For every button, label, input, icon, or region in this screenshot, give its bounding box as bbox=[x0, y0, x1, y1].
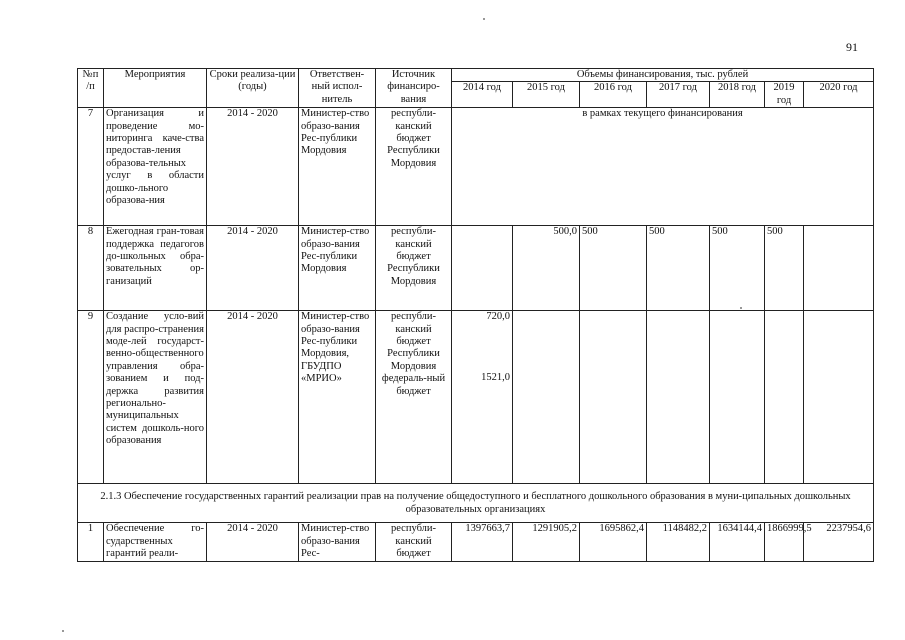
header-year-2019: 2019 год bbox=[765, 82, 804, 108]
row-source-regional: республи-канский бюджет Республики Мордовия bbox=[387, 311, 440, 372]
value-2019: 1866999,5 bbox=[765, 523, 804, 562]
header-row-1 bbox=[78, 69, 874, 82]
section-title: 2.1.3 Обеспечение государственных гарантий реализации прав на получение общедоступного и бесплатного дошкольного образования в муни-ципальных дошкольных образовательных организациях bbox=[78, 484, 874, 523]
value-2014: 1397663,7 bbox=[452, 523, 513, 562]
row-source: республи-канский бюджет Республики Мордовия bbox=[376, 226, 452, 311]
scan-speck bbox=[483, 18, 485, 20]
row-executor: Министер-ство образо-вания Рес-публики Мордовия, ГБУДПО «МРИО» bbox=[299, 311, 376, 484]
value-2015: 500,0 bbox=[513, 226, 580, 311]
header-period: Сроки реализа-ции (годы) bbox=[207, 69, 299, 108]
row-source: республи-канский бюджет bbox=[376, 523, 452, 562]
header-year-2020: 2020 год bbox=[804, 82, 874, 108]
header-year-2015: 2015 год bbox=[513, 82, 580, 108]
header-year-2017: 2017 год bbox=[647, 82, 710, 108]
value-2014-cell bbox=[452, 311, 513, 484]
row-funding-note: в рамках текущего финансирования bbox=[452, 108, 874, 226]
row-executor: Министер-ство образо-вания Рес-публики Мордовия bbox=[299, 226, 376, 311]
header-year-2016: 2016 год bbox=[580, 82, 647, 108]
value-2019: 500 bbox=[765, 226, 804, 311]
value-2015: 1291905,2 bbox=[513, 523, 580, 562]
row-period: 2014 - 2020 bbox=[207, 311, 299, 484]
row-executor: Министер-ство образо-вания Рес-публики Мордовия bbox=[299, 108, 376, 226]
table-row bbox=[78, 108, 874, 226]
value-2014-federal: 1521,0 bbox=[481, 371, 510, 383]
row-activity: Обеспечение го-сударственных гарантий реали- bbox=[104, 523, 207, 562]
value-2020 bbox=[804, 311, 874, 484]
value-2017: 1148482,2 bbox=[647, 523, 710, 562]
header-year-2018: 2018 год bbox=[710, 82, 765, 108]
value-2019 bbox=[765, 311, 804, 484]
row-activity: Создание усло-вий для распро-странения моде-лей государст-венно-общественного управления обра-зованием и под-держка развития регионально-муниципальных систем дошколь-ного образования bbox=[104, 311, 207, 484]
row-period: 2014 - 2020 bbox=[207, 226, 299, 311]
value-2016: 500 bbox=[580, 226, 647, 311]
table-row bbox=[78, 311, 874, 484]
row-activity: Организация и проведение мо-ниторинга каче-ства предостав-ления образова-тельных услуг в области дошко-льного образова-ния bbox=[104, 108, 207, 226]
value-2017 bbox=[647, 311, 710, 484]
value-2020 bbox=[804, 226, 874, 311]
header-year-2014: 2014 год bbox=[452, 82, 513, 108]
row-source-cell bbox=[376, 311, 452, 484]
row-source-federal: федераль-ный бюджет bbox=[381, 373, 446, 397]
row-num: 9 bbox=[78, 311, 104, 484]
scan-speck bbox=[62, 630, 64, 632]
value-2018 bbox=[710, 311, 765, 484]
header-num: №п /п bbox=[78, 69, 104, 108]
value-2016 bbox=[580, 311, 647, 484]
section-row bbox=[78, 484, 874, 523]
page-number: 91 bbox=[846, 40, 858, 54]
table-row bbox=[78, 226, 874, 311]
header-executor: Ответствен-ный испол-нитель bbox=[299, 69, 376, 108]
row-activity: Ежегодная гран-товая поддержка педагогов до-школьных обра-зовательных ор-ганизаций bbox=[104, 226, 207, 311]
value-2020: 2237954,6 bbox=[804, 523, 874, 562]
value-2014-regional: 720,0 bbox=[486, 311, 510, 323]
row-num: 8 bbox=[78, 226, 104, 311]
header-activity: Мероприятия bbox=[104, 69, 207, 108]
table-row bbox=[78, 523, 874, 562]
value-spacer bbox=[454, 324, 510, 372]
value-2014 bbox=[452, 226, 513, 311]
row-num: 7 bbox=[78, 108, 104, 226]
value-2018: 500 bbox=[710, 226, 765, 311]
row-num: 1 bbox=[78, 523, 104, 562]
row-period: 2014 - 2020 bbox=[207, 523, 299, 562]
header-source: Источник финансиро-вания bbox=[376, 69, 452, 108]
value-2018: 1634144,4 bbox=[710, 523, 765, 562]
header-volumes: Объемы финансирования, тыс. рублей bbox=[452, 69, 874, 82]
value-2015 bbox=[513, 311, 580, 484]
row-executor: Министер-ство образо-вания Рес- bbox=[299, 523, 376, 562]
value-2017: 500 bbox=[647, 226, 710, 311]
row-source: республи-канский бюджет Республики Мордовия bbox=[376, 108, 452, 226]
financing-table bbox=[77, 68, 874, 562]
value-2016: 1695862,4 bbox=[580, 523, 647, 562]
row-period: 2014 - 2020 bbox=[207, 108, 299, 226]
